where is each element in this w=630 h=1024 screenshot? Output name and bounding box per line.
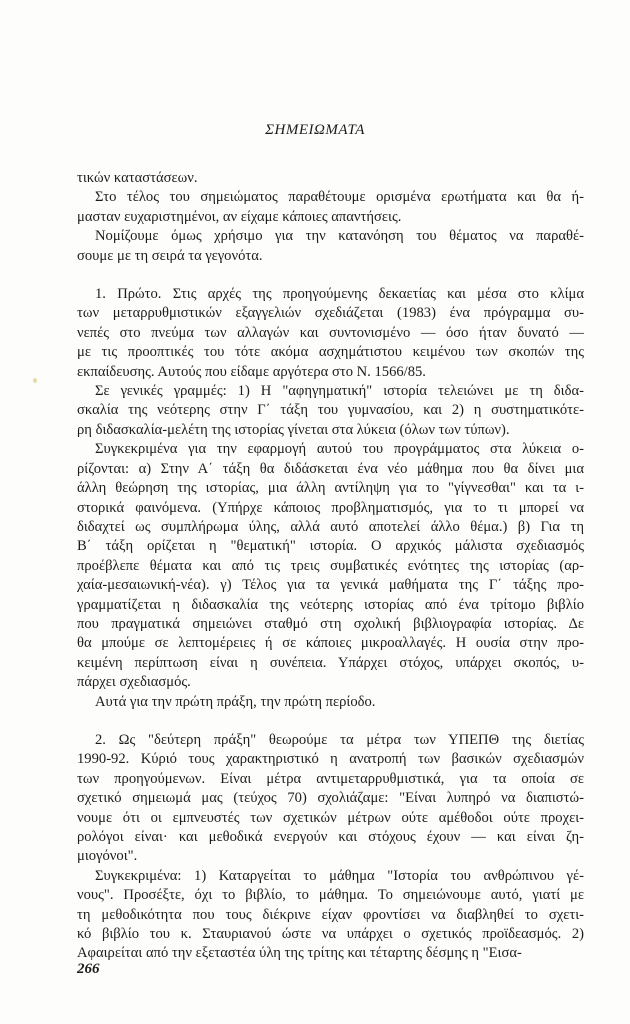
- text-line: προέβλεπε θέματα και από τις τρεις συμβατικές ενότητες της ιστορίας (αρ-: [77, 557, 584, 574]
- paragraph: [77, 867, 584, 964]
- paragraph: [77, 440, 584, 692]
- text-line: 1. Πρώτο. Στις αρχές της προηγούμενης δεκαετίας και μέσα στο κλίμα: [95, 286, 584, 303]
- paragraph: [77, 731, 584, 867]
- paragraph: [77, 693, 584, 712]
- page-number: 266: [77, 961, 100, 977]
- text-line: Συγκεκριμένα για την εφαρμογή αυτού του προγράμματος στα λύκεια ο-: [95, 441, 584, 458]
- text-line: θα μπούμε σε λεπτομέρειες ή σε κάποιες μικροαλλαγές. Η ουσία στην προ-: [77, 635, 584, 652]
- body-text: [77, 169, 584, 964]
- text-line: μασταν ευχαριστημένοι, αν είχαμε κάποιες απαντήσεις.: [77, 208, 402, 225]
- text-line: που πραγματικά σημειώνει σταθμό στη σχολική βιβλιογραφία ιστορίας. Δε: [77, 615, 584, 632]
- running-header: ΣΗΜΕΙΩΜΑΤΑ: [265, 122, 365, 138]
- text-line: σουμε με τη σειρά τα γεγονότα.: [77, 247, 263, 264]
- text-line: ρίζονται: α) Στην Α΄ τάξη θα διδάσκεται ένα νέο μάθημα που θα δίνει μια: [77, 460, 584, 477]
- text-line: με τις προοπτικές του τότε ακόμα ασχημάτιστου κειμένου των σκοπών της: [77, 344, 584, 361]
- text-line: νεπές στο πνεύμα των αλλαγών και συντονισμένο — όσο ήταν δυνατό —: [77, 324, 584, 341]
- text-line: Σε γενικές γραμμές: 1) Η "αφηγηματική" ιστορία τελειώνει με τη διδα-: [95, 383, 584, 400]
- text-line: των προηγούμενων. Είναι μέτρα αντιμεταρρυθμιστικά, για τα οποία σε: [77, 770, 584, 787]
- paragraph: [77, 227, 584, 266]
- text-line: των μεταρρυθμιστικών εξαγγελιών σχεδιάζεται (1983) ένα πρόγραμμα συ-: [77, 305, 584, 322]
- text-line: 2. Ως "δεύτερη πράξη" θεωρούμε τα μέτρα των ΥΠΕΠΘ της διετίας: [95, 731, 584, 748]
- text-line: ρη διδασκαλία-μελέτη της ιστορίας γίνεται στα λύκεια (όλων των τύπων).: [77, 421, 510, 438]
- text-line: ρολόγοι είναι· και μεθοδικά ενεργούν και στόχους έχουν — και είναι ζη-: [77, 829, 584, 845]
- paragraph-gap: [77, 266, 584, 285]
- text-line: τικών καταστάσεων.: [77, 170, 198, 186]
- text-line: στορικά φαινόμενα. (Υπήρχε κάποιος προβληματισμός, για το τι μπορεί να: [77, 499, 584, 516]
- text-line: 1990-92. Κύριό τους χαρακτηριστικό η ανατροπή των βασικών σχεδιασμών: [77, 751, 584, 768]
- paragraph: [77, 285, 584, 382]
- text-line: Β΄ τάξη ορίζεται η "θεματική" ιστορία. Ο αρχικός μάλιστα σχεδιασμός: [77, 538, 584, 555]
- text-line: άλλη θεώρηση της ιστορίας, μια άλλη αντίληψη για το "γίγνεσθαι" και τα ι-: [77, 480, 584, 497]
- text-line: σκαλία της νεότερης στην Γ΄ τάξη του γυμνασίου, και 2) η συστηματικότε-: [77, 402, 584, 419]
- text-line: Αφαιρείται από την εξεταστέα ύλη της τρίτης και τέταρτης δέσμης η "Εισα-: [77, 945, 522, 962]
- paper-speck: [33, 378, 37, 383]
- text-line: κειμένη περίπτωση είναι η συνέπεια. Υπάρχει στόχος, υπάρχει σκοπός, υ-: [77, 654, 584, 671]
- text-line: Νομίζουμε όμως χρήσιμο για την κατανόηση του θέματος να παραθέ-: [95, 228, 584, 245]
- text-line: χαία-μεσαιωνική-νέα). γ) Τέλος για τα γενικά μαθήματα της Γ΄ τάξης προ-: [77, 577, 584, 594]
- text-line: τη μεθοδικότητα που τους διέκρινε είχαν φροντίσει να διαβληθεί το σχετι-: [77, 906, 584, 923]
- paragraph: [77, 169, 584, 188]
- text-line: Συγκεκριμένα: 1) Καταργείται το μάθημα "Ιστορία του ανθρώπινου γέ-: [95, 867, 584, 884]
- text-line: νουμε ότι οι εμπνευστές των σχετικών μέτρων ούτε αμέθοδοι ούτε προχει-: [77, 809, 584, 826]
- paragraph: [77, 382, 584, 440]
- text-line: εκπαίδευσης. Αυτούς που είδαμε αργότερα στο Ν. 1566/85.: [77, 363, 426, 380]
- text-line: πάρχει σχεδιασμός.: [77, 674, 191, 691]
- text-line: διδαχτεί ως συμπλήρωμα ύλης, αλλά αυτό αποτελεί άλλο θέμα.) β) Για τη: [77, 518, 584, 535]
- text-line: νους". Προσέξτε, όχι το βιβλίο, το μάθημα. Το σημειώνουμε αυτό, γιατί με: [77, 887, 584, 904]
- text-line: γραμματίζεται η διδασκαλία της νεότερης ιστορίας από ένα τρίτομο βιβλίο: [77, 596, 584, 613]
- paragraph-gap: [77, 712, 584, 731]
- text-line: Στο τέλος του σημειώματος παραθέτουμε ορισμένα ερωτήματα και θα ή-: [95, 189, 584, 206]
- text-line: μιογόνοι".: [77, 848, 138, 865]
- paragraph: [77, 188, 584, 227]
- text-line: σχετικό σημειωμά μας (τεύχος 70) σχολιάζαμε: "Είναι λυπηρό να διαπιστώ-: [77, 790, 584, 807]
- text-line: Αυτά για την πρώτη πράξη, την πρώτη περίοδο.: [95, 693, 376, 710]
- text-line: κό βιβλίο του κ. Σταυριανού ώστε να υπάρχει ο σχετικός προϊδεασμός. 2): [77, 926, 584, 943]
